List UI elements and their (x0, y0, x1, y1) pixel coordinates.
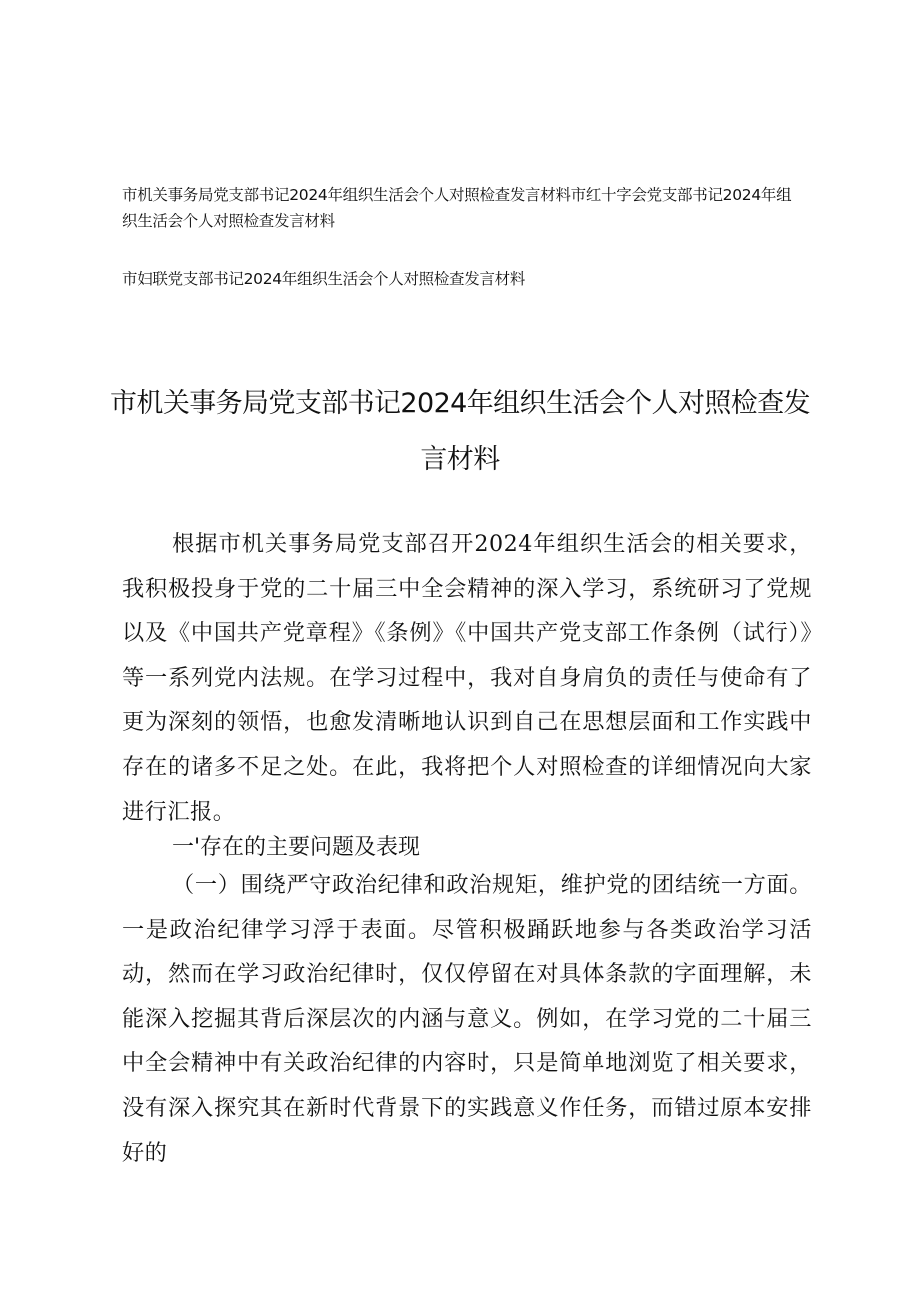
intro-paragraph: 根据市机关事务局党支部召开2024年组织生活会的相关要求，我积极投身于党的二十届三中全会精神的深入学习，系统研习了党规以及《中国共产党章程》《条例》《中国共产党支部工作条例（试行）》等一系列党内法规。在学习过程中，我对自身肩负的责任与使命有了更为深刻的领悟，也愈发清晰地认识到自己在思想层面和工作实践中存在的诸多不足之处。在此，我将把个人对照检查的详细情况向大家进行汇报。 (122, 531, 812, 825)
section-heading: 一'存在的主要问题及表现 (172, 835, 421, 860)
toc-entry-2: 市妇联党支部书记2024年组织生活会个人对照检查发言材料 (122, 270, 526, 288)
document-title: 市机关事务局党支部书记2024年组织生活会个人对照检查发言材料 (110, 388, 810, 475)
body-paragraph: （一）围绕严守政治纪律和政治规矩，维护党的团结统一方面。一是政治纪律学习浮于表面。尽管积极踊跃地参与各类政治学习活动，然而在学习政治纪律时，仅仅停留在对具体条款的字面理解，未能深入挖掘其背后深层次的内涵与意义。例如，在学习党的二十届三中全会精神中有关政治纪律的内容时，只是简单地浏览了相关要求，没有深入探究其在新时代背景下的实践意义作任务，而错过原本安排好的 (122, 872, 812, 1166)
toc-entry-1: 市机关事务局党支部书记2024年组织生活会个人对照检查发言材料市红十字会党支部书记2024年组织生活会个人对照检查发言材料 (122, 186, 792, 230)
